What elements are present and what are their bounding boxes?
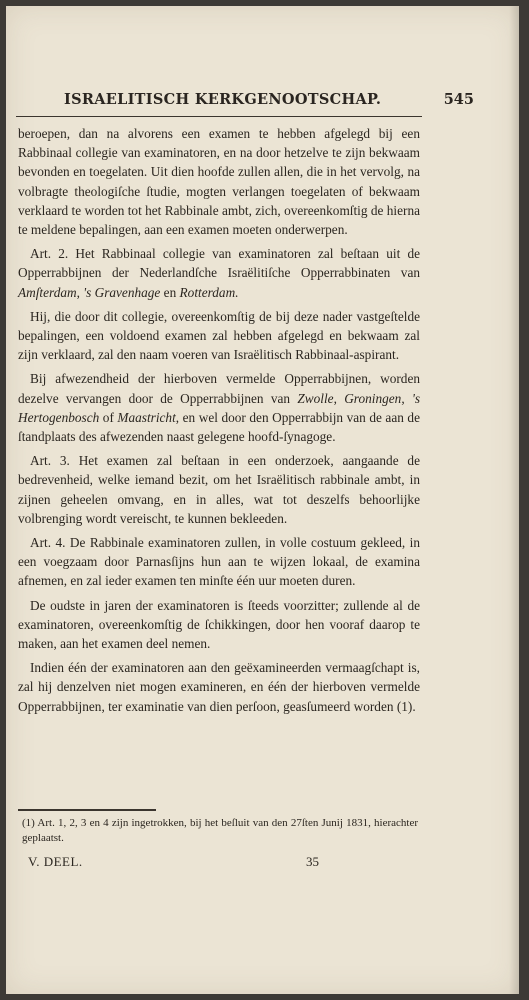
text-run: en	[160, 284, 180, 300]
text-run: ,	[76, 284, 84, 300]
text-run: , en wel door den Opperrabbijn van de aan de ſtandplaats des afwezenden naast gelegene hoofd-ſynagoge.	[18, 409, 420, 445]
text-run: Hij, die door dit collegie, overeenkomſtig de bij deze nader vastgeſtelde bepalingen, een voldoend examen zal hebben afgelegd en bekwaam zal zijn verklaard, zal den naam voeren van Israëlitisch Rabbinaal-aspirant.	[18, 308, 420, 363]
header-rule	[16, 116, 422, 117]
footnote-rule	[18, 809, 156, 811]
paragraph	[18, 124, 420, 239]
text-run: Art. 4. De Rabbinale examinatoren zullen, in volle costuum gekleed, in een voegzaam door Parnasſijns hun aan te wijzen lokaal, de examina afnemen, en zal ieder examen ten minſte één uur moeten duren.	[18, 535, 420, 589]
paragraph	[18, 307, 420, 365]
text-run: Art. 2. Het Rabbinaal collegie van examinatoren zal beſtaan uit de Opperrabbijnen der Nederlandſche Israëlitiſche Opperrabbinaten van	[18, 246, 420, 281]
paragraph	[18, 658, 420, 716]
signature-mark: V. DEEL.	[28, 854, 83, 869]
running-header	[64, 91, 474, 113]
italic-place-name: 's Hertogenbosch	[18, 390, 420, 425]
text-run: Bij afwezendheid der hierboven vermelde Opperrabbijnen, worden dezelve vervangen door de Opperrabbijnen van	[18, 371, 420, 406]
paragraph	[18, 451, 420, 528]
paragraph	[18, 533, 420, 591]
italic-place-name: 's Gravenhage	[83, 284, 161, 300]
running-title: ISRAELITISCH KERKGENOOTSCHAP.	[64, 91, 382, 108]
italic-place-name: Maastricht	[117, 409, 176, 425]
text-run: Art. 3. Het examen zal beſtaan in een onderzoek, aangaande de bedrevenheid, welke iemand bezit, om het Israëlitisch rabbinale ambt, in zijnen geheelen omvang, en in alles, wat tot deszelfs behoorlijke volbrenging wordt vereischt, te kunnen bekleeden.	[18, 453, 420, 526]
italic-place-name: Zwolle	[297, 390, 334, 406]
paragraph	[18, 244, 420, 302]
italic-place-name: Groningen	[344, 390, 402, 406]
paragraph	[18, 596, 420, 654]
italic-place-name: Amſterdam	[18, 284, 77, 300]
text-run: ,	[401, 390, 412, 406]
body-text	[18, 124, 420, 721]
text-run: beroepen, dan na alvorens een examen te hebben afgelegd bij een Rabbinaal collegie van examinatoren, en na door hetzelve te zijn bekwaam bevonden en toegelaten. Uit dien hoofde zullen allen, die in het vervolg, na volbragte theologiſche ſtudie, mogten verlangen toegelaten of bekwaam verklaard te worden tot het Rabbinale ambt, zich, overeenkomſtig de hierna te meldene bepalingen, aan een examen moeten onderwerpen.	[18, 126, 420, 238]
text-run: ,	[333, 390, 345, 406]
paragraph	[18, 369, 420, 446]
book-page	[6, 6, 519, 994]
text-run: De oudste in jaren der examinatoren is ſteeds voorzitter; zullende al de examinatoren, overeenkomſtig de ſchikkingen, door hen vooraf daarop te maken, aan het examen deel nemen.	[18, 597, 420, 652]
italic-place-name: Rotterdam.	[179, 284, 239, 300]
page-edge-shadow	[509, 6, 519, 994]
text-run: of	[99, 409, 118, 425]
text-run: Indien één der examinatoren aan den geëxamineerden vermaagſchapt is, zal hij denzelven niet mogen examineren, en één der hierboven vermelde Opperrabbijnen, ter examinatie van dien perſoon, geasſumeerd worden (1).	[18, 660, 420, 714]
page-number: 545	[443, 91, 474, 108]
footnote: (1) Art. 1, 2, 3 en 4 zijn ingetrokken, bij het beſluit van den 27ſten Junij 1831, hierachter geplaatst.	[22, 817, 418, 844]
sheet-number: 35	[306, 854, 319, 869]
